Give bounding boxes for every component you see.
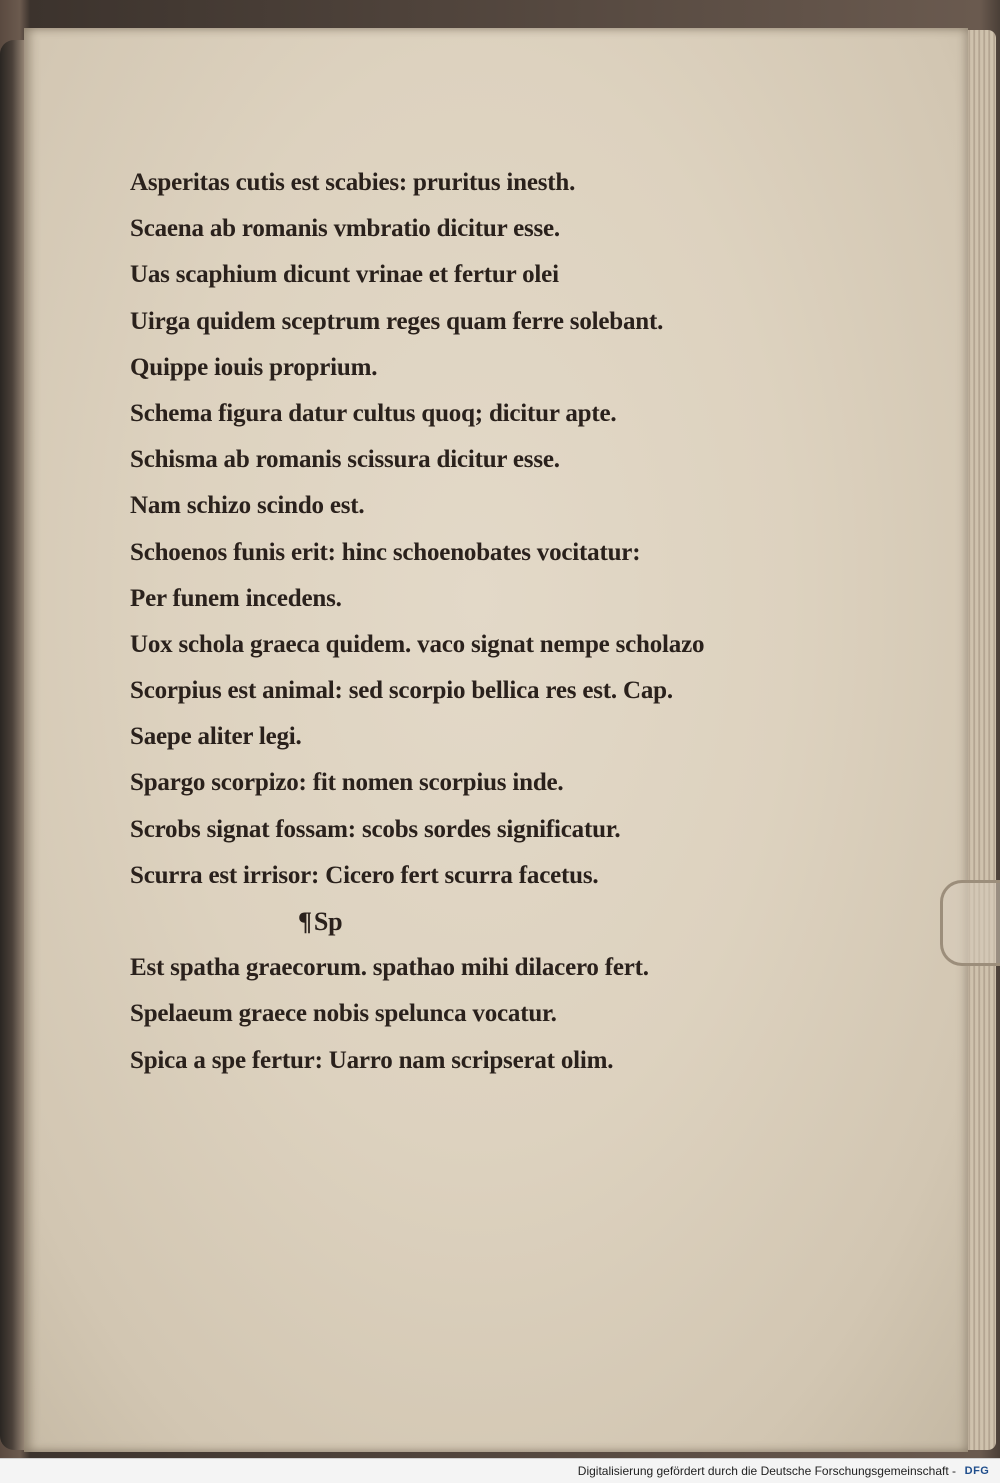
text-line: Saepe aliter legi. xyxy=(130,723,302,751)
text-line: Schema figura datur cultus quoq; dicitur apte. xyxy=(130,399,617,427)
text-line: Uox schola graeca quidem. vaco signat nempe scholazo xyxy=(130,630,705,658)
text-line: Schisma ab romanis scissura dicitur esse. xyxy=(130,446,560,474)
text-line: Asperitas cutis est scabies: pruritus inesth. xyxy=(130,169,576,196)
section-heading xyxy=(130,899,850,945)
book-clasp xyxy=(940,880,1000,966)
section-mark-icon: ¶ xyxy=(298,907,312,936)
text-line: Scaena ab romanis vmbratio dicitur esse. xyxy=(130,215,560,243)
text-line: Per funem incedens. xyxy=(130,584,342,612)
text-line: Spelaeum graece nobis spelunca vocatur. xyxy=(130,1000,557,1028)
text-line: Spargo scorpizo: fit nomen scorpius inde. xyxy=(130,769,564,797)
text-line: Schoenos funis erit: hinc schoenobates vocitatur: xyxy=(130,538,641,566)
text-line: Nam schizo scindo est. xyxy=(130,492,365,520)
text-line: Uirga quidem sceptrum reges quam ferre solebant. xyxy=(130,307,664,335)
text-line: Scurra est irrisor: Cicero fert scurra facetus. xyxy=(130,861,599,889)
footer-credit: Digitalisierung gefördert durch die Deutsche Forschungsgemeinschaft - xyxy=(577,1464,956,1478)
text-block xyxy=(130,160,850,1084)
text-line: Est spatha graecorum. spathao mihi dilacero fert. xyxy=(130,954,649,982)
text-line: Scorpius est animal: sed scorpio bellica res est. Cap. xyxy=(130,677,673,705)
section-heading-text: Sp xyxy=(313,907,343,936)
footer-bar xyxy=(0,1458,1000,1483)
text-line: Quippe iouis proprium. xyxy=(130,353,378,381)
dfg-logo-icon: DFG xyxy=(964,1465,990,1477)
text-line: Spica a spe fertur: Uarro nam scripserat olim. xyxy=(130,1046,614,1074)
text-line: Uas scaphium dicunt vrinae et fertur olei xyxy=(130,261,559,289)
text-line: Scrobs signat fossam: scobs sordes significatur. xyxy=(130,815,621,843)
